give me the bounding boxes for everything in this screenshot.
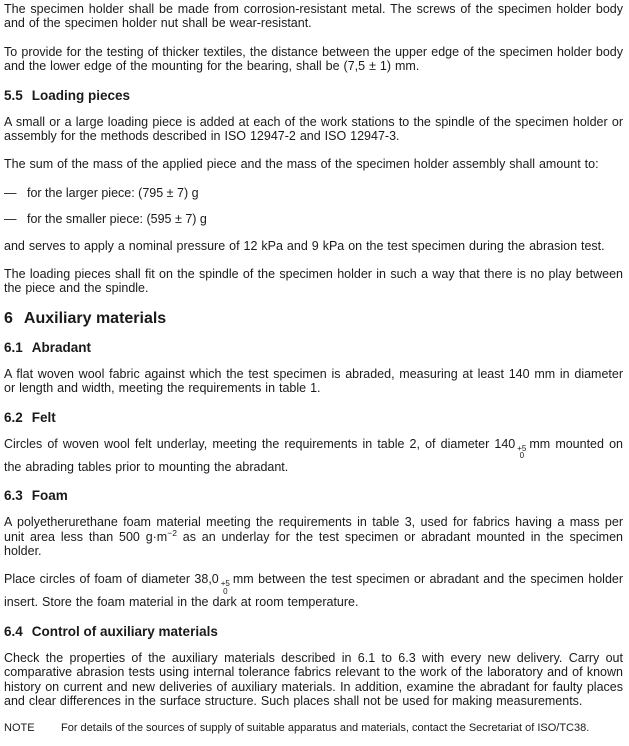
list-item-text: for the larger piece: (795 ± 7) g bbox=[27, 185, 199, 200]
heading-number: 6.3 bbox=[4, 488, 23, 504]
heading-title: Abradant bbox=[31, 339, 92, 355]
paragraph-place-foam-text: Place circles of foam of diameter 38,0 bbox=[4, 572, 219, 587]
note-text: For details of the sources of supply of suitable apparatus and materials, contact the Secretariat of ISO/TC38. bbox=[61, 722, 590, 735]
paragraph-fit-spindle: The loading pieces shall fit on the spindle of the specimen holder in such a way that there is no play between the piece and the spindle. bbox=[4, 267, 623, 296]
paragraph-sum-mass: The sum of the mass of the applied piece and the mass of the specimen holder assembly shall amount to: bbox=[4, 157, 599, 172]
tolerance-lower: 0 bbox=[223, 586, 228, 596]
heading-title: Foam bbox=[31, 488, 68, 504]
heading-title: Felt bbox=[31, 409, 56, 425]
list-item-text: for the smaller piece: (595 ± 7) g bbox=[27, 212, 207, 227]
section-heading-6 bbox=[4, 310, 623, 328]
paragraph-felt-text: mm mounted on the abrading tables prior to mounting the abradant. bbox=[4, 436, 623, 474]
section-heading-6-3 bbox=[4, 488, 623, 503]
paragraph-abradant: A flat woven wool fabric against which the test specimen is abraded, measuring at least 140 mm in diameter or length and width, meeting the requirements in table 1. bbox=[4, 366, 623, 396]
paragraph-loading-piece: A small or a large loading piece is added at each of the work stations to the spindle of the specimen holder or assembly for the methods described in ISO 12947-2 and ISO 12947-3. bbox=[4, 114, 623, 144]
paragraph-serves: and serves to apply a nominal pressure of 12 kPa and 9 kPa on the test specimen during the abrasion test. bbox=[4, 238, 605, 253]
section-heading-5-5 bbox=[4, 88, 623, 103]
tolerance-upper: +5 bbox=[517, 443, 527, 453]
paragraph-specimen-holder: The specimen holder shall be made from corrosion-resistant metal. The screws of the specimen holder body and of the specimen holder nut shall be wear-resistant. bbox=[4, 2, 623, 31]
paragraph-place-foam-text: mm between the test specimen or abradant and the specimen holder insert. Store the foam material in the dark at room temperature. bbox=[4, 572, 624, 610]
list-item-larger-piece bbox=[4, 186, 623, 200]
paragraph-felt-text: Circles of woven wool felt underlay, meeting the requirements in table 2, of diameter 140 bbox=[4, 436, 516, 451]
paragraph-check-properties: Check the properties of the auxiliary materials described in 6.1 to 6.3 with every new delivery. Carry out comparative abrasion tests using internal tolerance fabrics relevant to the work of the laboratory and of known history on current and new deliveries of auxiliary materials. In addition, examine the abradant for faulty places and clear differences in the surface structure. Such places shall not be used for making measurements. bbox=[4, 650, 623, 708]
paragraph-foam-text: as an underlay for the test specimen or abradant mounted in the specimen holder. bbox=[4, 529, 623, 558]
section-heading-6-1 bbox=[4, 340, 623, 355]
list-dash: — bbox=[4, 212, 17, 227]
tolerance-upper: +5 bbox=[220, 579, 230, 589]
section-heading-6-4 bbox=[4, 624, 623, 639]
note-block bbox=[4, 722, 623, 735]
paragraph-foam-text: A polyetherurethane foam material meeting the requirements in table 3, used for fabrics having a mass per unit area less than 500 g·m bbox=[4, 515, 623, 544]
paragraph-felt bbox=[4, 437, 623, 474]
list-dash: — bbox=[4, 185, 17, 200]
heading-number: 6.4 bbox=[4, 623, 23, 639]
heading-number: 6.1 bbox=[4, 339, 23, 355]
superscript-exponent: −2 bbox=[167, 527, 177, 538]
heading-number: 5.5 bbox=[4, 87, 23, 103]
paragraph-thicker-textiles: To provide for the testing of thicker textiles, the distance between the upper edge of the specimen holder body and the lower edge of the mounting for the bearing, shall be (7,5 ± 1) mm. bbox=[4, 44, 623, 74]
heading-title: Control of auxiliary materials bbox=[31, 623, 218, 639]
section-heading-6-2 bbox=[4, 410, 623, 425]
paragraph-foam bbox=[4, 515, 623, 558]
list-item-smaller-piece bbox=[4, 212, 623, 226]
heading-title: Auxiliary materials bbox=[23, 309, 167, 327]
note-label: NOTE bbox=[4, 722, 35, 735]
heading-title: Loading pieces bbox=[31, 87, 131, 103]
tolerance-notation bbox=[517, 445, 526, 460]
paragraph-place-foam bbox=[4, 572, 623, 609]
heading-number: 6.2 bbox=[4, 409, 23, 425]
heading-number: 6 bbox=[4, 309, 13, 327]
tolerance-lower: 0 bbox=[519, 451, 525, 461]
tolerance-notation bbox=[221, 580, 230, 595]
